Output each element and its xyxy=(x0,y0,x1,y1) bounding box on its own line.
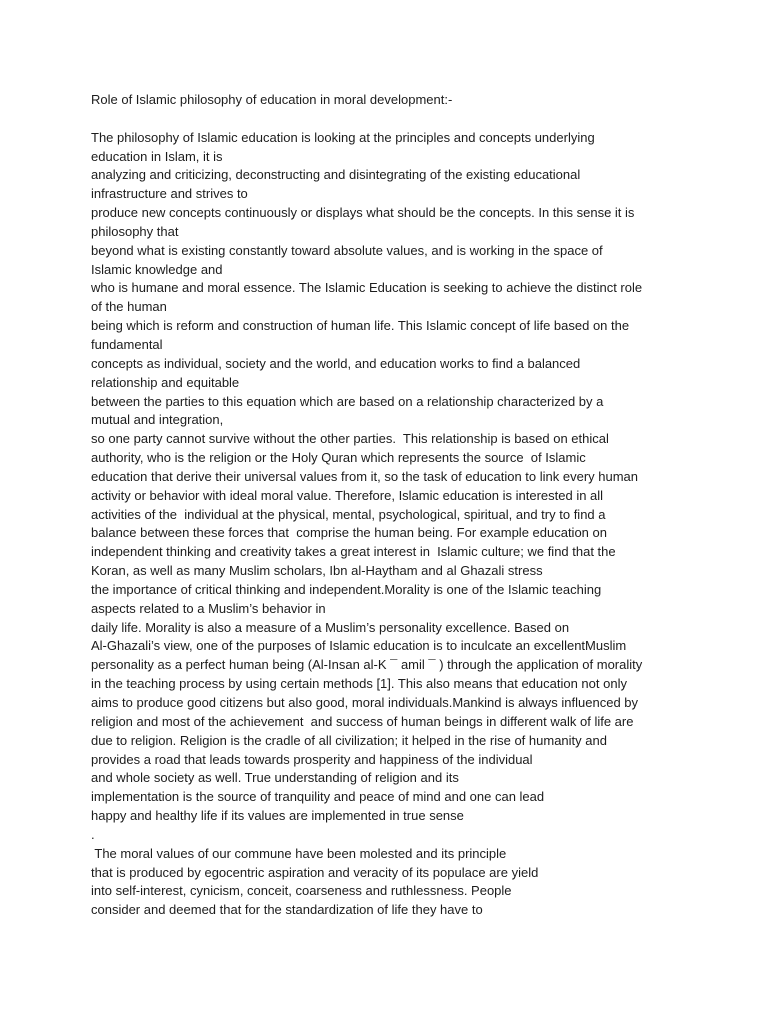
text-line: who is humane and moral essence. The Islamic Education is seeking to achieve the distinct role xyxy=(91,280,643,296)
text-line: being which is reform and construction of human life. This Islamic concept of life based on the xyxy=(91,318,630,334)
text-line: mutual and integration, xyxy=(91,412,224,428)
text-line: concepts as individual, society and the world, and education works to find a balanced xyxy=(91,355,581,371)
text-line: The philosophy of Islamic education is looking at the principles and concepts underlying xyxy=(91,129,595,145)
text-line: beyond what is existing constantly toward absolute values, and is working in the space of xyxy=(91,242,603,258)
text-line: daily life. Morality is also a measure of a Muslim’s personality excellence. Based on xyxy=(91,619,570,635)
text-line: in the teaching process by using certain methods [1]. This also means that education not only xyxy=(91,676,627,692)
text-line: into self-interest, cynicism, conceit, coarseness and ruthlessness. People xyxy=(91,883,512,899)
paragraph-gap xyxy=(91,110,691,129)
text-line: balance between these forces that comprise the human being. For example education on xyxy=(91,525,607,541)
text-line: philosophy that xyxy=(91,223,179,239)
text-line: happy and healthy life if its values are implemented in true sense xyxy=(91,808,464,824)
text-line: of the human xyxy=(91,299,167,315)
text-line: aims to produce good citizens but also good, moral individuals.Mankind is always influenced by xyxy=(91,695,639,710)
text-line: Al-Ghazali’s view, one of the purposes of Islamic education is to inculcate an excellentMuslim xyxy=(91,638,627,654)
document-title: Role of Islamic philosophy of education in moral development:- xyxy=(91,92,453,107)
paragraph-2 xyxy=(91,845,691,920)
text-line: education that derive their universal values from it, so the task of education to link every human xyxy=(91,468,639,484)
text-line: between the parties to this equation which are based on a relationship characterized by a xyxy=(91,393,604,409)
text-line: due to religion. Religion is the cradle of all civilization; it helped in the rise of humanity and xyxy=(91,732,607,748)
text-line: infrastructure and strives to xyxy=(91,186,248,202)
text-line: independent thinking and creativity takes a great interest in Islamic culture; we find that the xyxy=(91,544,616,560)
text-line: aspects related to a Muslim’s behavior in xyxy=(91,600,326,616)
document-body xyxy=(91,91,691,920)
text-line: produce new concepts continuously or displays what should be the concepts. In this sense it is xyxy=(91,205,635,221)
text-line: religion and most of the achievement and success of human beings in different walk of life are xyxy=(91,713,634,729)
text-line: authority, who is the religion or the Holy Quran which represents the source of Islamic xyxy=(91,450,586,466)
text-line: activities of the individual at the physical, mental, psychological, spiritual, and try to find a xyxy=(91,506,606,522)
text-line: personality as a perfect human being (Al-Insan al-K ¯ amil ¯ ) through the application of morality xyxy=(91,657,643,673)
text-line: education in Islam, it is xyxy=(91,148,223,164)
text-line: the importance of critical thinking and independent.Morality is one of the Islamic teaching xyxy=(91,581,602,597)
paragraph-1 xyxy=(91,129,691,845)
text-line: implementation is the source of tranquility and peace of mind and one can lead xyxy=(91,789,545,805)
text-line: activity or behavior with ideal moral value. Therefore, Islamic education is interested in all xyxy=(91,487,604,503)
text-line: consider and deemed that for the standardization of life they have to xyxy=(91,902,483,918)
text-line: that is produced by egocentric aspiration and veracity of its populace are yield xyxy=(91,864,539,880)
text-line: Islamic knowledge and xyxy=(91,261,223,277)
text-line: provides a road that leads towards prosperity and happiness of the individual xyxy=(91,751,533,767)
text-line: Koran, as well as many Muslim scholars, Ibn al-Haytham and al Ghazali stress xyxy=(91,563,543,579)
text-line: and whole society as well. True understanding of religion and its xyxy=(91,770,459,786)
text-line: analyzing and criticizing, deconstructing and disintegrating of the existing educational xyxy=(91,167,581,183)
text-line: The moral values of our commune have been molested and its principle xyxy=(91,845,507,861)
text-line: so one party cannot survive without the other parties. This relationship is based on ethical xyxy=(91,431,609,447)
text-line: relationship and equitable xyxy=(91,374,240,390)
text-line: . xyxy=(91,826,95,842)
text-line: fundamental xyxy=(91,336,163,352)
